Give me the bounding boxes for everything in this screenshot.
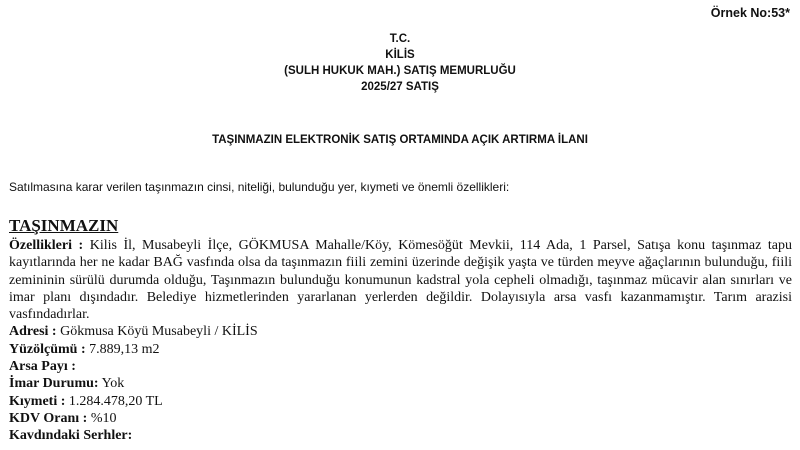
- field-value: Gökmusa Köyü Musabeyli / KİLİS: [60, 324, 258, 340]
- announcement-title: TAŞINMAZIN ELEKTRONİK SATIŞ ORTAMINDA AÇIK ARTIRMA İLANI: [212, 134, 588, 146]
- field-label: KDV Oranı :: [9, 410, 88, 426]
- field-yuzolcumu: [9, 341, 792, 358]
- field-value: Kilis İl, Musabeyli İlçe, GÖKMUSA Mahalle/Köy, Kömesöğüt Mevkii, 114 Ada, 1 Parsel, Satışa konu taşınmaz tapu kayıtlarında her ne kadar BAĞ vasfında olsa da taşınmazın fiili zemini üzerinde değişik yaşta ve türden meyve ağaçlarının bulunduğu, fiili zemininin sürülü durumda olduğu, Taşınmazın bulunduğu konumunun kadstral yola cepheli olmadığı, taşınmaz mücavir alan sınırları ve imar planı dışındadır. Belediye hizmetlerinden yararlanan yerlerden değildir. Dolayısıyla arsa vasfı kazanmamıştır. Tarım arazisi vasfındadırlar.: [9, 238, 792, 323]
- section-heading: TAŞINMAZIN: [9, 216, 119, 235]
- field-label: Yüzölçümü :: [9, 341, 86, 357]
- header-line-office: (SULH HUKUK MAH.) SATIŞ MEMURLUĞU: [284, 65, 516, 77]
- field-label: Adresi :: [9, 324, 57, 340]
- intro-text: Satılmasına karar verilen taşınmazın cinsi, niteliği, bulunduğu yer, kıymeti ve önemli özellikleri:: [9, 180, 510, 194]
- header-line-city: KİLİS: [385, 49, 415, 61]
- field-value: Yok: [101, 376, 125, 392]
- field-adres: [9, 323, 792, 340]
- sample-number: Örnek No:53*: [710, 6, 790, 20]
- header-line-file-no: 2025/27 SATIŞ: [361, 81, 439, 93]
- property-section: [9, 216, 792, 445]
- document-header: [0, 31, 800, 95]
- field-label: Özellikleri :: [9, 238, 84, 253]
- field-ozellikleri: [9, 237, 792, 323]
- field-arsa-payi: [9, 358, 792, 375]
- field-label: Kavdındaki Serhler:: [9, 428, 133, 444]
- field-kiymeti: [9, 393, 792, 410]
- field-kdv-orani: [9, 410, 792, 427]
- field-value: 7.889,13 m2: [89, 341, 160, 357]
- field-imar-durumu: [9, 375, 792, 392]
- field-value: %10: [90, 410, 117, 426]
- header-line-tc: T.C.: [389, 33, 411, 45]
- field-label: Arsa Payı :: [9, 359, 76, 375]
- field-serhler: [9, 427, 792, 444]
- field-label: Kıymeti :: [9, 393, 66, 409]
- field-label: İmar Durumu:: [9, 376, 99, 392]
- field-value: 1.284.478,20 TL: [68, 393, 163, 409]
